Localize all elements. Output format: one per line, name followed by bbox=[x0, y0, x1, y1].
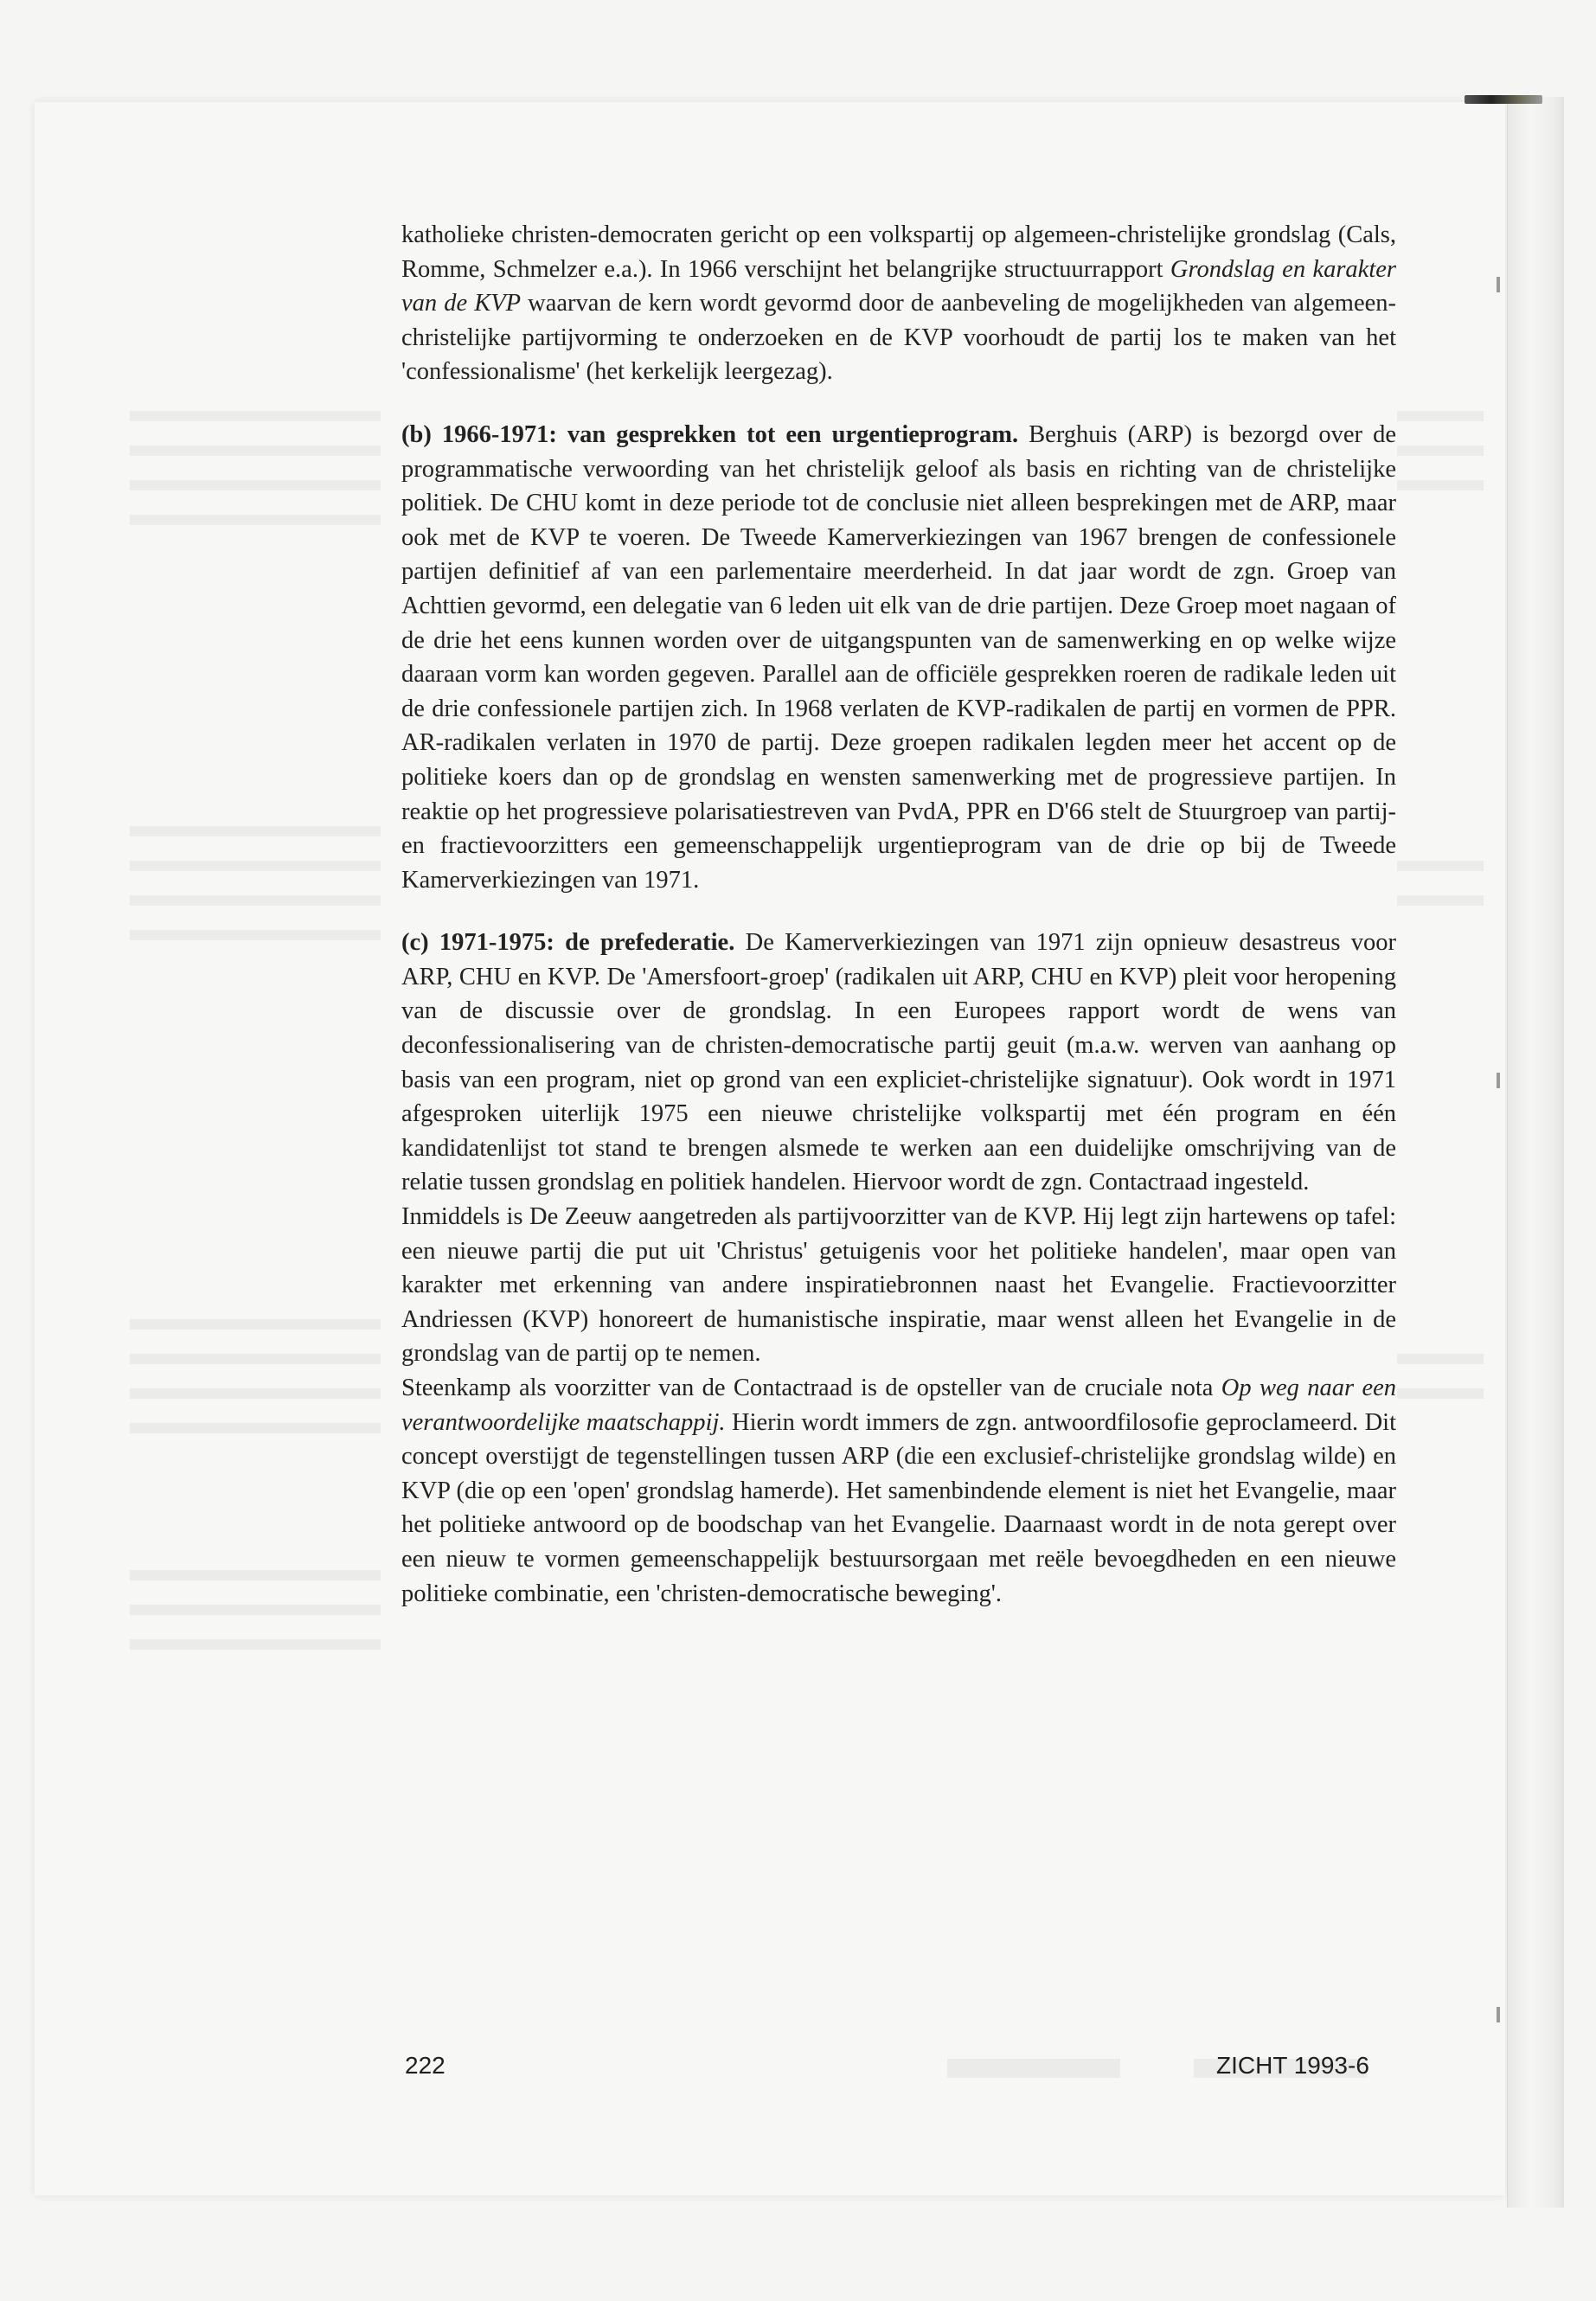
section-b-text: Berghuis (ARP) is bezorgd over de programmatische verwoording van het christelijk geloof als basis en richting van de christelijke politiek. De CHU komt in deze periode tot de conclusie niet alleen besprekingen met de ARP, maar ook met de KVP te voeren. De Tweede Kamerverkiezingen van 1967 brengen de confessionele partijen definitief af van een parlementaire meerderheid. In dat jaar wordt de zgn. Groep van Achttien gevormd, een delegatie van 6 leden uit elk van de drie partijen. Deze Groep moet nagaan of de drie het eens kunnen worden over de uitgangspunten van de samenwerking en op welke wijze daaraan vorm kan worden gegeven. Parallel aan de officiële gesprekken roeren de radikale leden uit de drie confessionele partijen zich. In 1968 verlaten de KVP-radikalen de partij en vormen de PPR. AR-radikalen verlaten in 1970 de partij. Deze groepen radikalen legden meer het accent op de politieke koers dan op de grondslag en wensten samenwerking met de progressieve partijen. In reaktie op het progressieve polarisatiestreven van PvdA, PPR en D'66 stelt de Stuurgroep van partij- en fractievoorzitters een gemeenschappelijk urgentieprogram van de drie op bij de Tweede Kamerverkiezingen van 1971. bbox=[401, 420, 1396, 894]
section-b-heading: (b) 1966-1971: van gesprekken tot een urgentieprogram. bbox=[401, 420, 1019, 448]
report-title: Grondslag en karakter van de KVP bbox=[401, 255, 1396, 317]
article-body bbox=[401, 218, 1396, 1611]
paragraph-steenkamp bbox=[401, 1371, 1396, 1611]
steenkamp-text-continued: Hierin wordt immers de zgn. antwoordfilosofie geproclameerd. Dit concept overstijgt de tegenstellingen tussen ARP (die een exclusief-christelijke grondslag wilde) en KVP (die op een 'open' grondslag hamerde). Het samenbindende element is niet het Evangelie, maar het politieke antwoord op de boodschap van het Evangelie. Daarnaast wordt in de nota gerept over een nieuw te vormen gemeenschappelijk bestuursorgaan met reële bevoegdheden en een nieuwe politieke combinatie, een 'christen-democratische beweging'. bbox=[401, 1408, 1396, 1607]
journal-issue: ZICHT 1993-6 bbox=[1216, 2052, 1369, 2079]
zeeuw-text: Inmiddels is De Zeeuw aangetreden als partijvoorzitter van de KVP. Hij legt zijn hartewens op tafel: een nieuwe partij die put uit 'Christus' getuigenis voor het politieke handelen', maar open van karakter met erkenning van andere inspiratiebronnen naast het Evangelie. Fractievoorzitter Andriessen (KVP) honoreert de humanistische inspiratie, maar wenst alleen het Evangelie in de grondslag van de partij op te nemen. bbox=[401, 1203, 1396, 1368]
intro-text: katholieke christen-democraten gericht op een volkspartij op algemeen-christelijke grondslag (Cals, Romme, Schmelzer e.a.). In 1966 verschijnt het belangrijke structuurrapport bbox=[401, 221, 1396, 283]
intro-text-continued: waarvan de kern wordt gevormd door de aanbeveling de mogelijkheden van algemeen-christelijke partijvorming te onderzoeken en de KVP voorhoudt de partij los te maken van het 'confessionalisme' (het kerkelijk leergezag). bbox=[401, 290, 1396, 386]
nota-title: Op weg naar een verantwoordelijke maatschappij. bbox=[401, 1375, 1396, 1436]
paragraph-zeeuw bbox=[401, 1200, 1396, 1371]
paragraph-intro bbox=[401, 218, 1396, 389]
page-number: 222 bbox=[405, 2052, 445, 2079]
section-c-text: De Kamerverkiezingen van 1971 zijn opnieuw desastreus voor ARP, CHU en KVP. De 'Amersfoort-groep' (radikalen uit ARP, CHU en KVP) pleit voor heropening van de discussie over de grondslag. In een Europees rapport wordt de wens van deconfessionalisering van de christen-democratische partij geuit (m.a.w. werven van aanhang op basis van een program, niet op grond van een expliciet-christelijke signatuur). Ook wordt in 1971 afgesproken uiterlijk 1975 een nieuwe christelijke volkspartij met één program en één kandidatenlijst tot stand te brengen alsmede te werken aan een duidelijke omschrijving van de relatie tussen grondslag en politiek handelen. Hiervoor wordt de zgn. Contactraad ingesteld. bbox=[401, 929, 1396, 1196]
section-c bbox=[401, 926, 1396, 1200]
section-c-heading: (c) 1971-1975: de prefederatie. bbox=[401, 929, 735, 957]
section-b bbox=[401, 418, 1396, 897]
steenkamp-text: Steenkamp als voorzitter van de Contactraad is de opsteller van de cruciale nota bbox=[401, 1375, 1221, 1401]
